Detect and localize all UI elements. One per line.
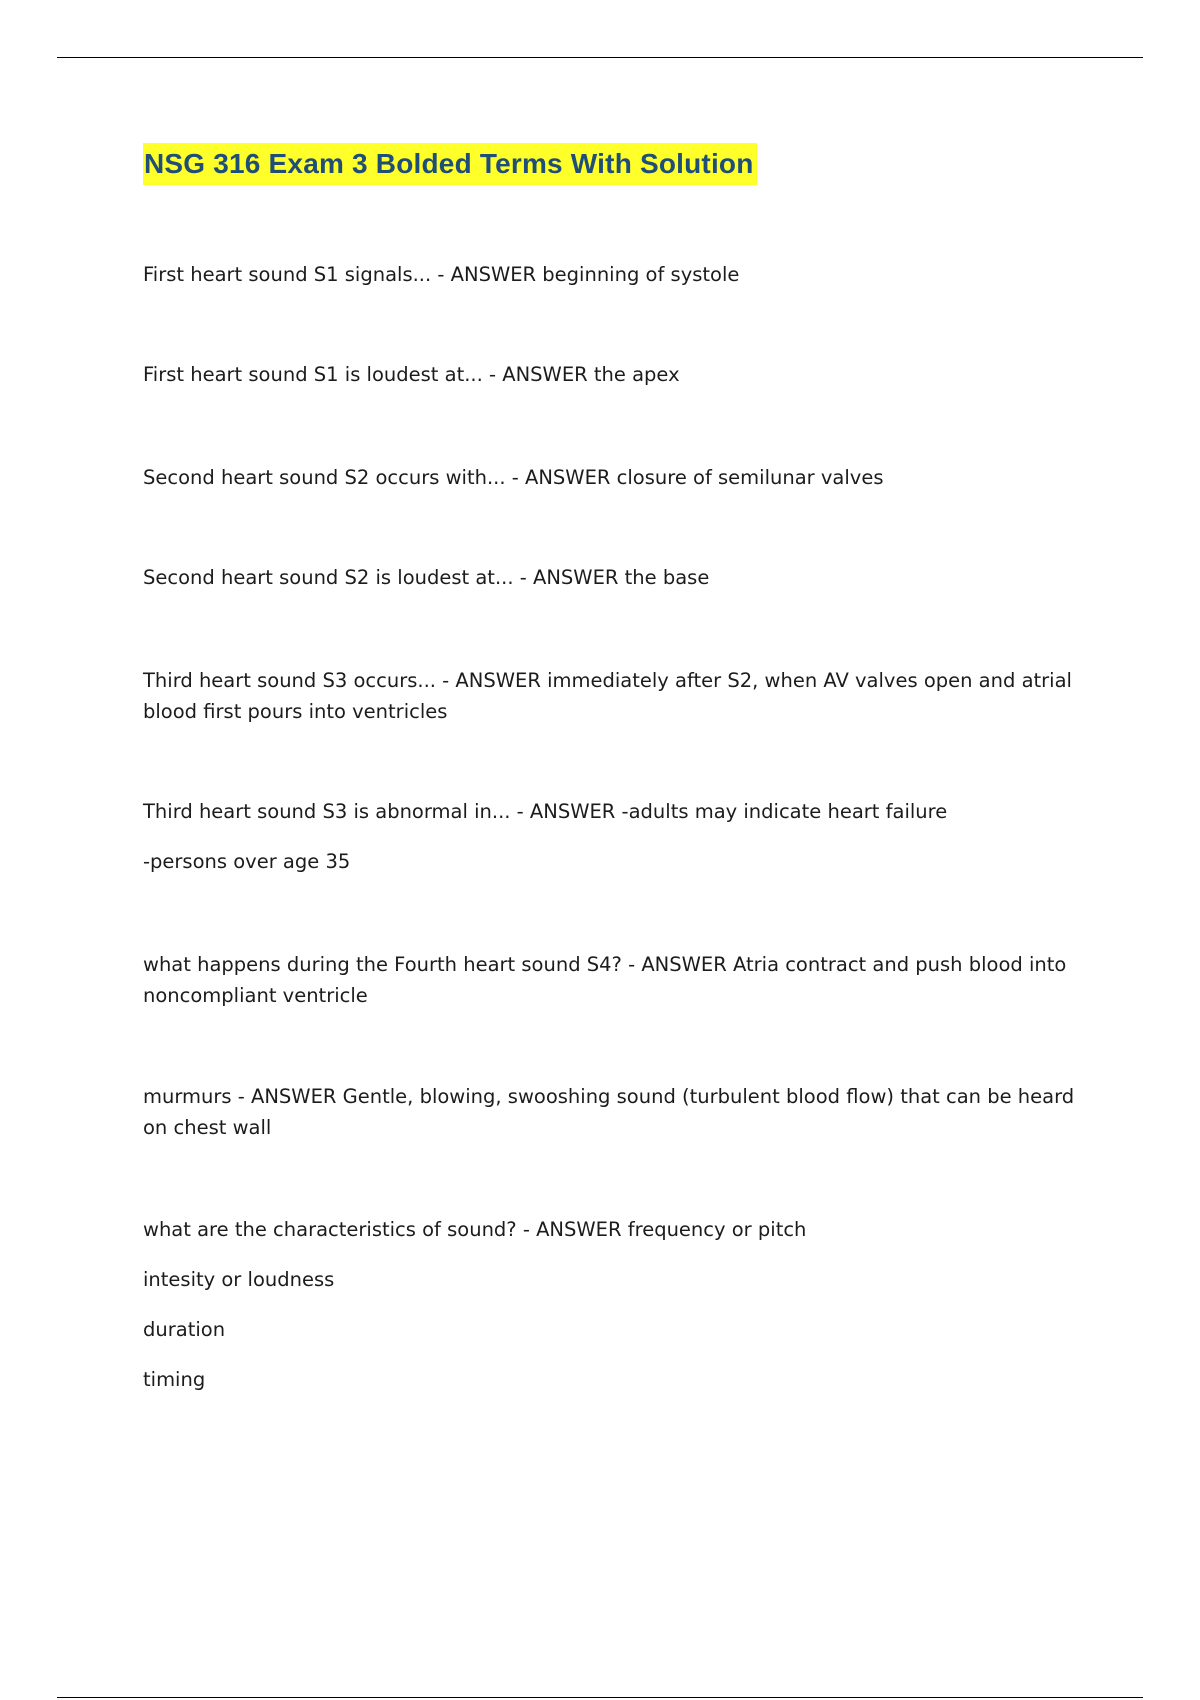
qa-text: Third heart sound S3 occurs... - ANSWER immediately after S2, when AV valves open and atrial blood first pours into ventricles <box>143 669 1072 723</box>
qa-item-8 <box>143 1081 1103 1143</box>
title-highlight <box>143 143 757 185</box>
qa-text: what happens during the Fourth heart sound S4? - ANSWER Atria contract and push blood into noncompliant ventricle <box>143 953 1067 1007</box>
qa-item-2 <box>143 359 1103 390</box>
qa-extra-line: -persons over age 35 <box>143 850 351 873</box>
qa-text: Second heart sound S2 occurs with... - ANSWER closure of semilunar valves <box>143 466 884 489</box>
qa-text: murmurs - ANSWER Gentle, blowing, swooshing sound (turbulent blood flow) that can be heard on chest wall <box>143 1085 1075 1139</box>
qa-extra-line: duration <box>143 1318 226 1341</box>
qa-text: First heart sound S1 is loudest at... - ANSWER the apex <box>143 363 680 386</box>
qa-item-7 <box>143 949 1103 1011</box>
qa-text: Second heart sound S2 is loudest at... - ANSWER the base <box>143 566 710 589</box>
qa-item-1 <box>143 259 1103 290</box>
qa-item-6 <box>143 796 1103 877</box>
qa-item-3 <box>143 462 1103 493</box>
qa-extra-line: timing <box>143 1368 206 1391</box>
qa-item-9 <box>143 1214 1103 1395</box>
document-title: NSG 316 Exam 3 Bolded Terms With Solution <box>144 148 754 179</box>
qa-item-4 <box>143 562 1103 593</box>
qa-text: First heart sound S1 signals... - ANSWER beginning of systole <box>143 263 740 286</box>
qa-item-5 <box>143 665 1103 727</box>
top-rule <box>57 57 1143 58</box>
bottom-rule <box>57 1697 1143 1698</box>
qa-extra-line: intesity or loudness <box>143 1268 335 1291</box>
qa-text: what are the characteristics of sound? - ANSWER frequency or pitch <box>143 1218 807 1241</box>
qa-text: Third heart sound S3 is abnormal in... - ANSWER -adults may indicate heart failure <box>143 800 948 823</box>
